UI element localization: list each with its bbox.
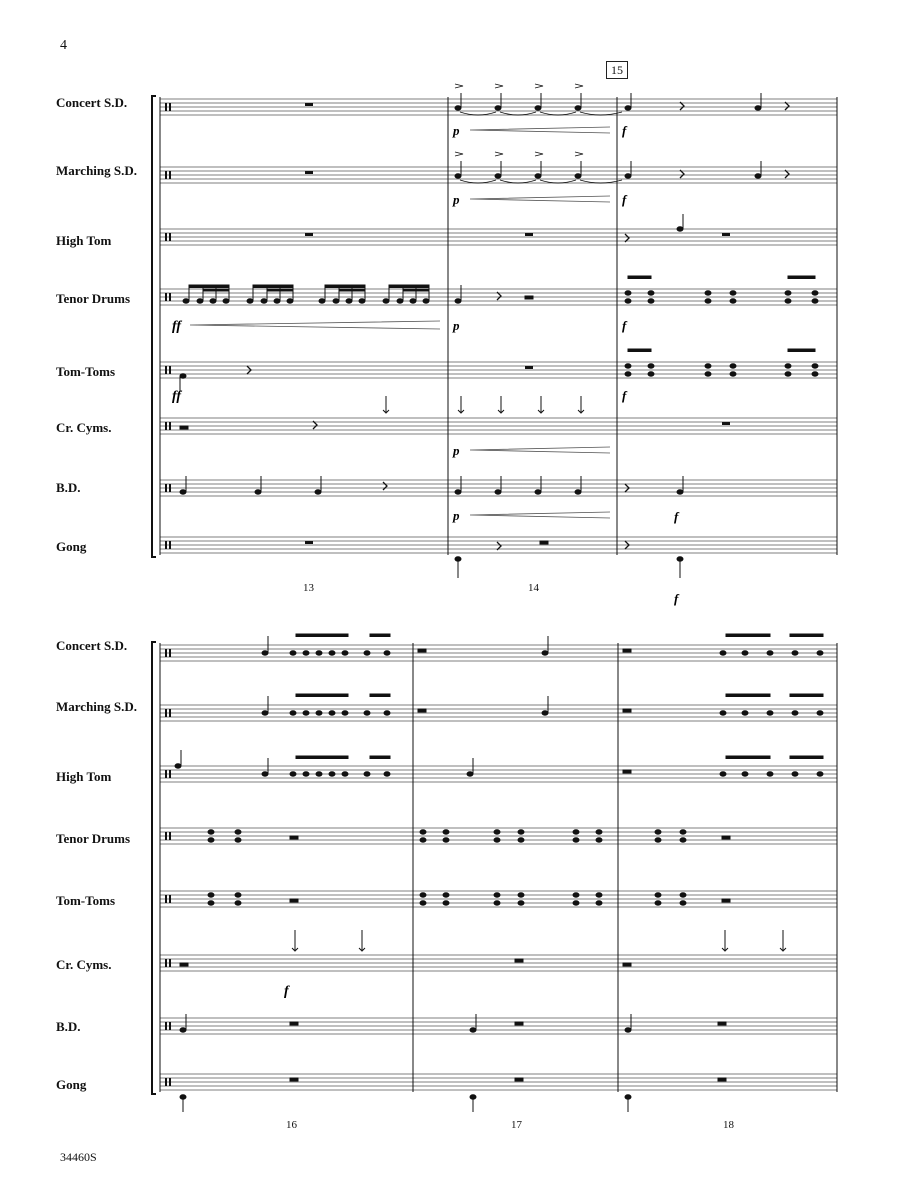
dyn-f-gong: f [674,591,679,606]
label-gong-2: Gong [56,1077,87,1092]
label-tenor-drums-2: Tenor Drums [56,831,131,846]
cymbals-m13 [180,396,389,429]
label-high-tom: High Tom [56,233,112,248]
dyn-f-bd: f [674,509,679,524]
tomtoms-m15 [625,349,818,376]
label-bd: B.D. [56,480,81,495]
system-2-notes [175,634,823,1112]
dyn-p-cyms: p [453,443,460,458]
dyn-p-concert: p [453,123,460,138]
system-1-m13-rests [305,103,730,544]
system-1-bracket [152,96,156,557]
cymbals-m14 [458,396,584,413]
staff-cr-cyms [160,418,837,434]
bd-m14 [455,476,581,494]
dyn-f-tomtoms: f [622,388,627,403]
tenor-m14 [455,285,533,303]
crescendo-m14-bd [470,512,610,518]
label-cr-cyms: Cr. Cyms. [56,420,112,435]
tenor-crescendo-m13 [190,321,440,329]
crescendo-m14-concert [470,127,610,133]
label-marching-sd-2: Marching S.D. [56,699,138,714]
label-tenor-drums: Tenor Drums [56,291,131,306]
dyn-f-cyms-m16: f [284,984,289,999]
gong-m14 [455,541,548,578]
dyn-f-concert: f [622,123,627,138]
label-concert-sd: Concert S.D. [56,95,128,110]
label-tom-toms: Tom-Toms [56,364,116,379]
m16-tenor-tomtoms [208,830,298,905]
tenor-drums-m13-notes [183,285,429,303]
system-1-clefs [165,103,171,549]
measure-number-16: 16 [286,1119,297,1131]
system-2-bracket [152,642,156,1094]
measure-number-17: 17 [511,1119,522,1131]
dyn-ff-tenor: ff [172,319,182,334]
label-marching-sd: Marching S.D. [56,163,138,178]
dyn-f-tenor: f [622,318,627,333]
system-2-staves [160,645,837,1090]
dyn-p-tenor: p [453,318,460,333]
system-2-bd-gong [180,959,726,1112]
crescendo-m14-marching [470,196,610,202]
label-high-tom-2: High Tom [56,769,112,784]
dyn-p-marching: p [453,192,460,207]
rehearsal-mark: 15 [606,61,628,79]
page-number: 4 [60,38,67,53]
system-2-cymbal-strokes [292,930,786,951]
staff-gong [160,537,837,553]
dyn-p-bd: p [453,508,460,523]
system-2-clefs [165,649,171,1086]
tenor-m15 [625,276,818,303]
system-2-barlines [160,643,837,1092]
label-gong: Gong [56,539,87,554]
crescendo-m14-cyms [470,447,610,453]
staff-high-tom [160,229,837,245]
catalog-number: 34460S [60,1150,97,1164]
label-tom-toms-2: Tom-Toms [56,893,116,908]
m14-snare-notes [455,93,581,178]
bd-m13-notes [180,476,387,494]
m15-notes [625,93,818,578]
dyn-f-marching: f [622,192,627,207]
label-concert-sd-2: Concert S.D. [56,638,128,653]
measure-number-18: 18 [723,1119,734,1131]
measure-number-14: 14 [528,582,539,594]
label-bd-2: B.D. [56,1019,81,1034]
dyn-ff-tomtoms: ff [172,389,182,404]
label-cr-cyms-2: Cr. Cyms. [56,957,112,972]
measure-number-13: 13 [303,582,314,594]
